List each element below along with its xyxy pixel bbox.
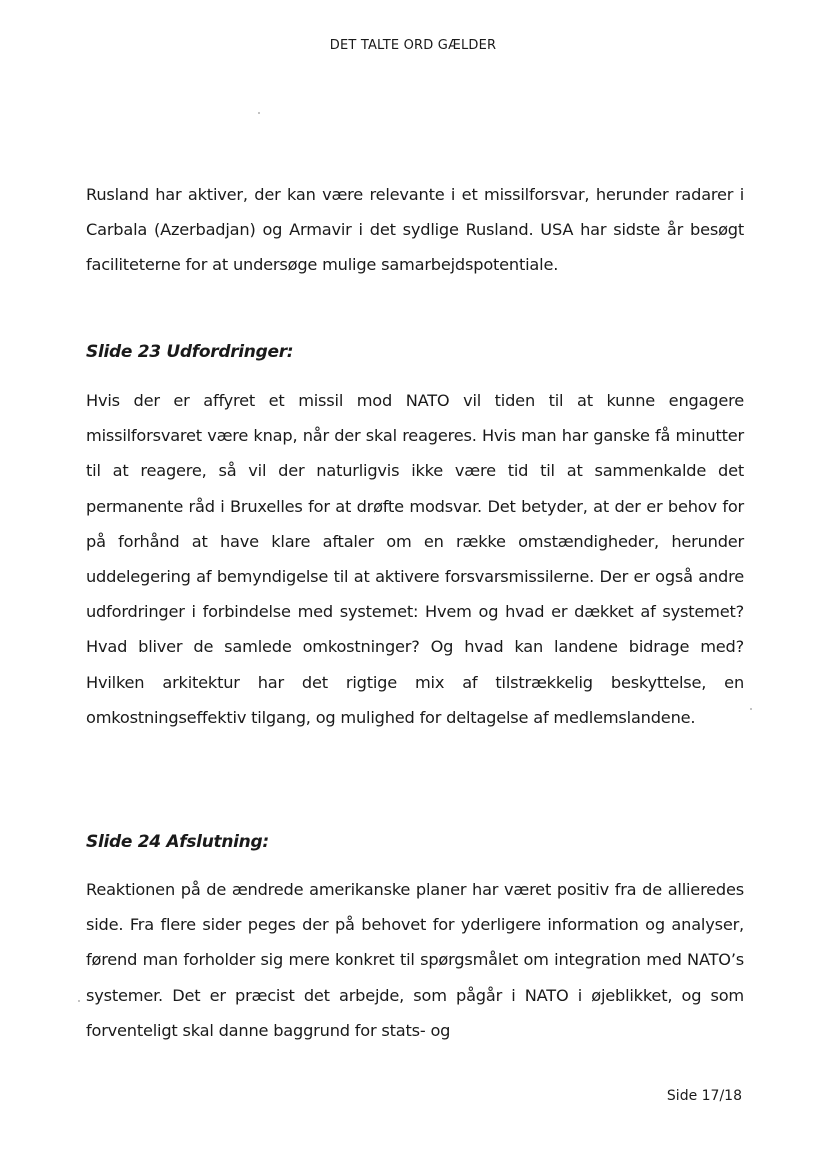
page-header: DET TALTE ORD GÆLDER [329,38,497,53]
scan-speck [750,708,752,710]
paragraph-challenges: Hvis der er affyret et missil mod NATO vil tiden til at kunne engagere missilforsvaret være knap, når der skal reageres. Hvis man har ganske få minutter til at reagere, så vil der naturligvis ikke være tid til at sammenkalde det permanente råd i Bruxelles for at drøfte modsvar. Det betyder, at der er behov for på forhånd at have klare aftaler om en række omstændigheder, herunder uddelegering af bemyndigelse til at aktivere forsvarsmissilerne. Der er også andre udfordringer i forbindelse med systemet: Hvem og hvad er dækket af systemet? Hvad bliver de samlede omkostninger? Og hvad kan landene bidrage med? Hvilken arkitektur har det rigtige mix af tilstrækkelig beskyttelse, en omkostningseffektiv tilgang, og mulighed for deltagelse af medlemslandene. [86,391,744,727]
page-number: Side 17/18 [666,1088,742,1104]
heading-slide-23: Slide 23 Udfordringer: [86,342,294,362]
paragraph-conclusion: Reaktionen på de ændrede amerikanske planer har været positiv fra de allieredes side. Fra flere sider peges der på behovet for yderligere information og analyser, førend man forholder sig mere konkret til spørgsmålet om integration med NATO’s systemer. Det er præcist det arbejde, som pågår i NATO i øjeblikket, og som forventeligt skal danne baggrund for stats- og [86,880,744,1040]
paragraph-intro: Rusland har aktiver, der kan være relevante i et missilforsvar, herunder radarer i Carbala (Azerbadjan) og Armavir i det sydlige Rusland. USA har sidste år besøgt faciliteterne for at undersøge mulige samarbejdspotentiale. [86,185,744,275]
scan-speck [258,112,260,114]
heading-slide-24: Slide 24 Afslutning: [86,832,269,852]
scan-speck [78,1000,80,1002]
